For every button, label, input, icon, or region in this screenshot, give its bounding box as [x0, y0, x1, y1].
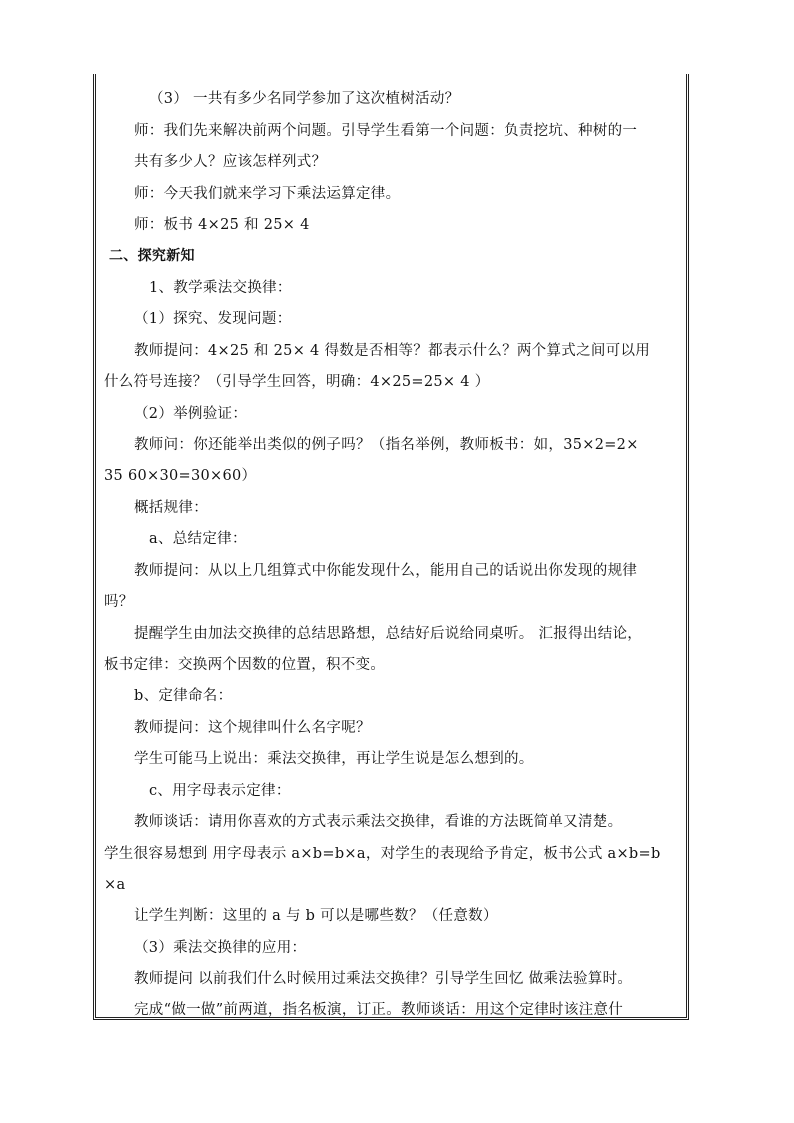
- text-line: 教师提问：4×25 和 25× 4 得数是否相等？都表示什么？两个算式之间可以用: [134, 343, 651, 359]
- text-line: （3）乘法交换律的应用：: [134, 940, 307, 956]
- text-line: 吗？: [104, 594, 134, 610]
- text-line: 完成“做一做”前两道，指名板演，订正。教师谈话：用这个定律时该注意什: [134, 1002, 624, 1018]
- text-line: a、总结定律：: [149, 531, 247, 547]
- text-line: 什么符号连接？（引导学生回答，明确：4×25=25× 4 ）: [104, 374, 490, 390]
- text-line: （1）探究、发现问题：: [134, 311, 292, 327]
- text-line: b、定律命名：: [134, 688, 233, 704]
- section-heading: 二、探究新知: [109, 248, 195, 264]
- text-line: （3） 一共有多少名同学参加了这次植树活动？: [149, 91, 460, 107]
- text-line: 教师提问：从以上几组算式中你能发现什么，能用自己的话说出你发现的规律: [134, 563, 638, 579]
- text-line: 师：我们先来解决前两个问题。引导学生看第一个问题：负责挖坑、种树的一: [134, 123, 638, 139]
- text-line: 1、教学乘法交换律：: [149, 280, 292, 296]
- text-line: 师：板书 4×25 和 25× 4: [134, 217, 310, 233]
- text-line: c、用字母表示定律：: [149, 783, 291, 799]
- text-line: 师：今天我们就来学习下乘法运算定律。: [134, 186, 401, 202]
- text-line: 学生可能马上说出：乘法交换律，再让学生说是怎么想到的。: [134, 751, 534, 767]
- text-line: 板书定律：交换两个因数的位置，积不变。: [104, 657, 386, 673]
- text-line: 教师谈话：请用你喜欢的方式表示乘法交换律，看谁的方法既简单又清楚。: [134, 814, 623, 830]
- text-line: 教师提问：这个规律叫什么名字呢？: [134, 720, 371, 736]
- text-line: 教师问：你还能举出类似的例子吗？（指名举例，教师板书：如，35×2=2×: [134, 437, 639, 453]
- text-line: 让学生判断：这里的 a 与 b 可以是哪些数？（任意数）: [134, 908, 498, 924]
- text-line: 概括规律：: [134, 500, 208, 516]
- text-line: ×a: [104, 877, 126, 893]
- text-line: 提醒学生由加法交换律的总结思路想，总结好后说给同桌听。 汇报得出结论，: [134, 626, 643, 642]
- text-line: 学生很容易想到 用字母表示 a×b=b×a，对学生的表现给予肯定，板书公式 a×b=b: [104, 846, 661, 862]
- text-line: 教师提问 以前我们什么时候用过乘法交换律？引导学生回忆 做乘法验算时。: [134, 971, 633, 987]
- text-line: 35 60×30=30×60）: [104, 468, 257, 484]
- text-line: （2）举例验证：: [134, 406, 248, 422]
- text-line: 共有多少人？应该怎样列式？: [134, 154, 327, 170]
